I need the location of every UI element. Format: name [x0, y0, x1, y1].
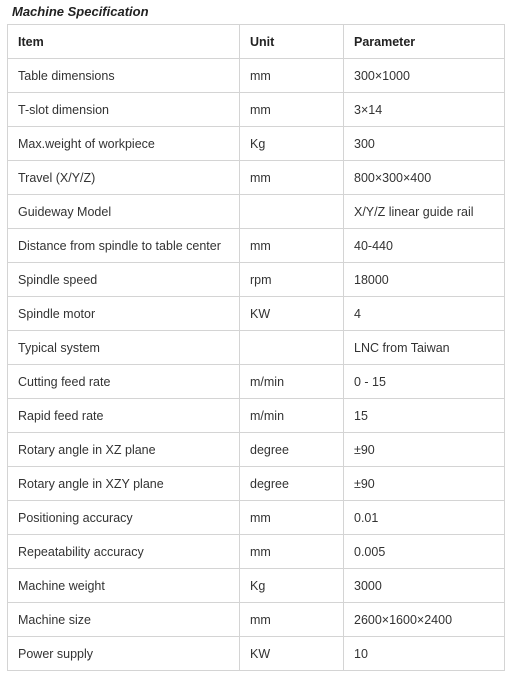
- cell-parameter: ±90: [344, 433, 505, 467]
- cell-parameter: 4: [344, 297, 505, 331]
- cell-parameter: 300: [344, 127, 505, 161]
- cell-item: Positioning accuracy: [8, 501, 240, 535]
- spec-table-body: [8, 25, 505, 671]
- cell-unit: mm: [240, 229, 344, 263]
- page-title: Machine Specification: [12, 4, 149, 19]
- cell-item: Machine size: [8, 603, 240, 637]
- header-parameter: Parameter: [344, 25, 505, 59]
- cell-item: Travel (X/Y/Z): [8, 161, 240, 195]
- cell-unit: mm: [240, 59, 344, 93]
- cell-item: Rapid feed rate: [8, 399, 240, 433]
- cell-unit: KW: [240, 637, 344, 671]
- table-row: [8, 331, 505, 365]
- cell-unit: mm: [240, 603, 344, 637]
- cell-unit: mm: [240, 535, 344, 569]
- cell-item: Rotary angle in XZ plane: [8, 433, 240, 467]
- cell-item: Machine weight: [8, 569, 240, 603]
- cell-parameter: 3×14: [344, 93, 505, 127]
- cell-parameter: 10: [344, 637, 505, 671]
- cell-unit: mm: [240, 93, 344, 127]
- cell-item: T-slot dimension: [8, 93, 240, 127]
- table-row: [8, 399, 505, 433]
- cell-unit: m/min: [240, 399, 344, 433]
- spec-table: [7, 24, 505, 671]
- cell-parameter: 2600×1600×2400: [344, 603, 505, 637]
- cell-parameter: 40-440: [344, 229, 505, 263]
- cell-item: Rotary angle in XZY plane: [8, 467, 240, 501]
- table-header-row: [8, 25, 505, 59]
- cell-unit: Kg: [240, 569, 344, 603]
- cell-item: Cutting feed rate: [8, 365, 240, 399]
- cell-item: Spindle speed: [8, 263, 240, 297]
- cell-unit: KW: [240, 297, 344, 331]
- cell-item: Table dimensions: [8, 59, 240, 93]
- table-row: [8, 637, 505, 671]
- cell-parameter: X/Y/Z linear guide rail: [344, 195, 505, 229]
- cell-unit: rpm: [240, 263, 344, 297]
- cell-item: Guideway Model: [8, 195, 240, 229]
- cell-unit: m/min: [240, 365, 344, 399]
- table-row: [8, 467, 505, 501]
- cell-unit: Kg: [240, 127, 344, 161]
- cell-unit: [240, 331, 344, 365]
- table-row: [8, 59, 505, 93]
- table-row: [8, 93, 505, 127]
- cell-parameter: 800×300×400: [344, 161, 505, 195]
- table-row: [8, 569, 505, 603]
- cell-parameter: 0.01: [344, 501, 505, 535]
- cell-item: Spindle motor: [8, 297, 240, 331]
- header-item: Item: [8, 25, 240, 59]
- table-row: [8, 603, 505, 637]
- cell-parameter: LNC from Taiwan: [344, 331, 505, 365]
- cell-parameter: 18000: [344, 263, 505, 297]
- cell-item: Distance from spindle to table center: [8, 229, 240, 263]
- cell-parameter: 0.005: [344, 535, 505, 569]
- table-row: [8, 229, 505, 263]
- cell-item: Max.weight of workpiece: [8, 127, 240, 161]
- cell-parameter: ±90: [344, 467, 505, 501]
- table-row: [8, 433, 505, 467]
- cell-parameter: 15: [344, 399, 505, 433]
- table-row: [8, 535, 505, 569]
- cell-item: Repeatability accuracy: [8, 535, 240, 569]
- table-row: [8, 297, 505, 331]
- table-row: [8, 263, 505, 297]
- cell-unit: [240, 195, 344, 229]
- table-row: [8, 501, 505, 535]
- header-unit: Unit: [240, 25, 344, 59]
- table-row: [8, 195, 505, 229]
- cell-unit: degree: [240, 433, 344, 467]
- cell-item: Typical system: [8, 331, 240, 365]
- cell-parameter: 300×1000: [344, 59, 505, 93]
- cell-unit: mm: [240, 161, 344, 195]
- cell-unit: mm: [240, 501, 344, 535]
- cell-parameter: 3000: [344, 569, 505, 603]
- table-row: [8, 365, 505, 399]
- cell-unit: degree: [240, 467, 344, 501]
- cell-item: Power supply: [8, 637, 240, 671]
- cell-parameter: 0 - 15: [344, 365, 505, 399]
- table-row: [8, 161, 505, 195]
- table-row: [8, 127, 505, 161]
